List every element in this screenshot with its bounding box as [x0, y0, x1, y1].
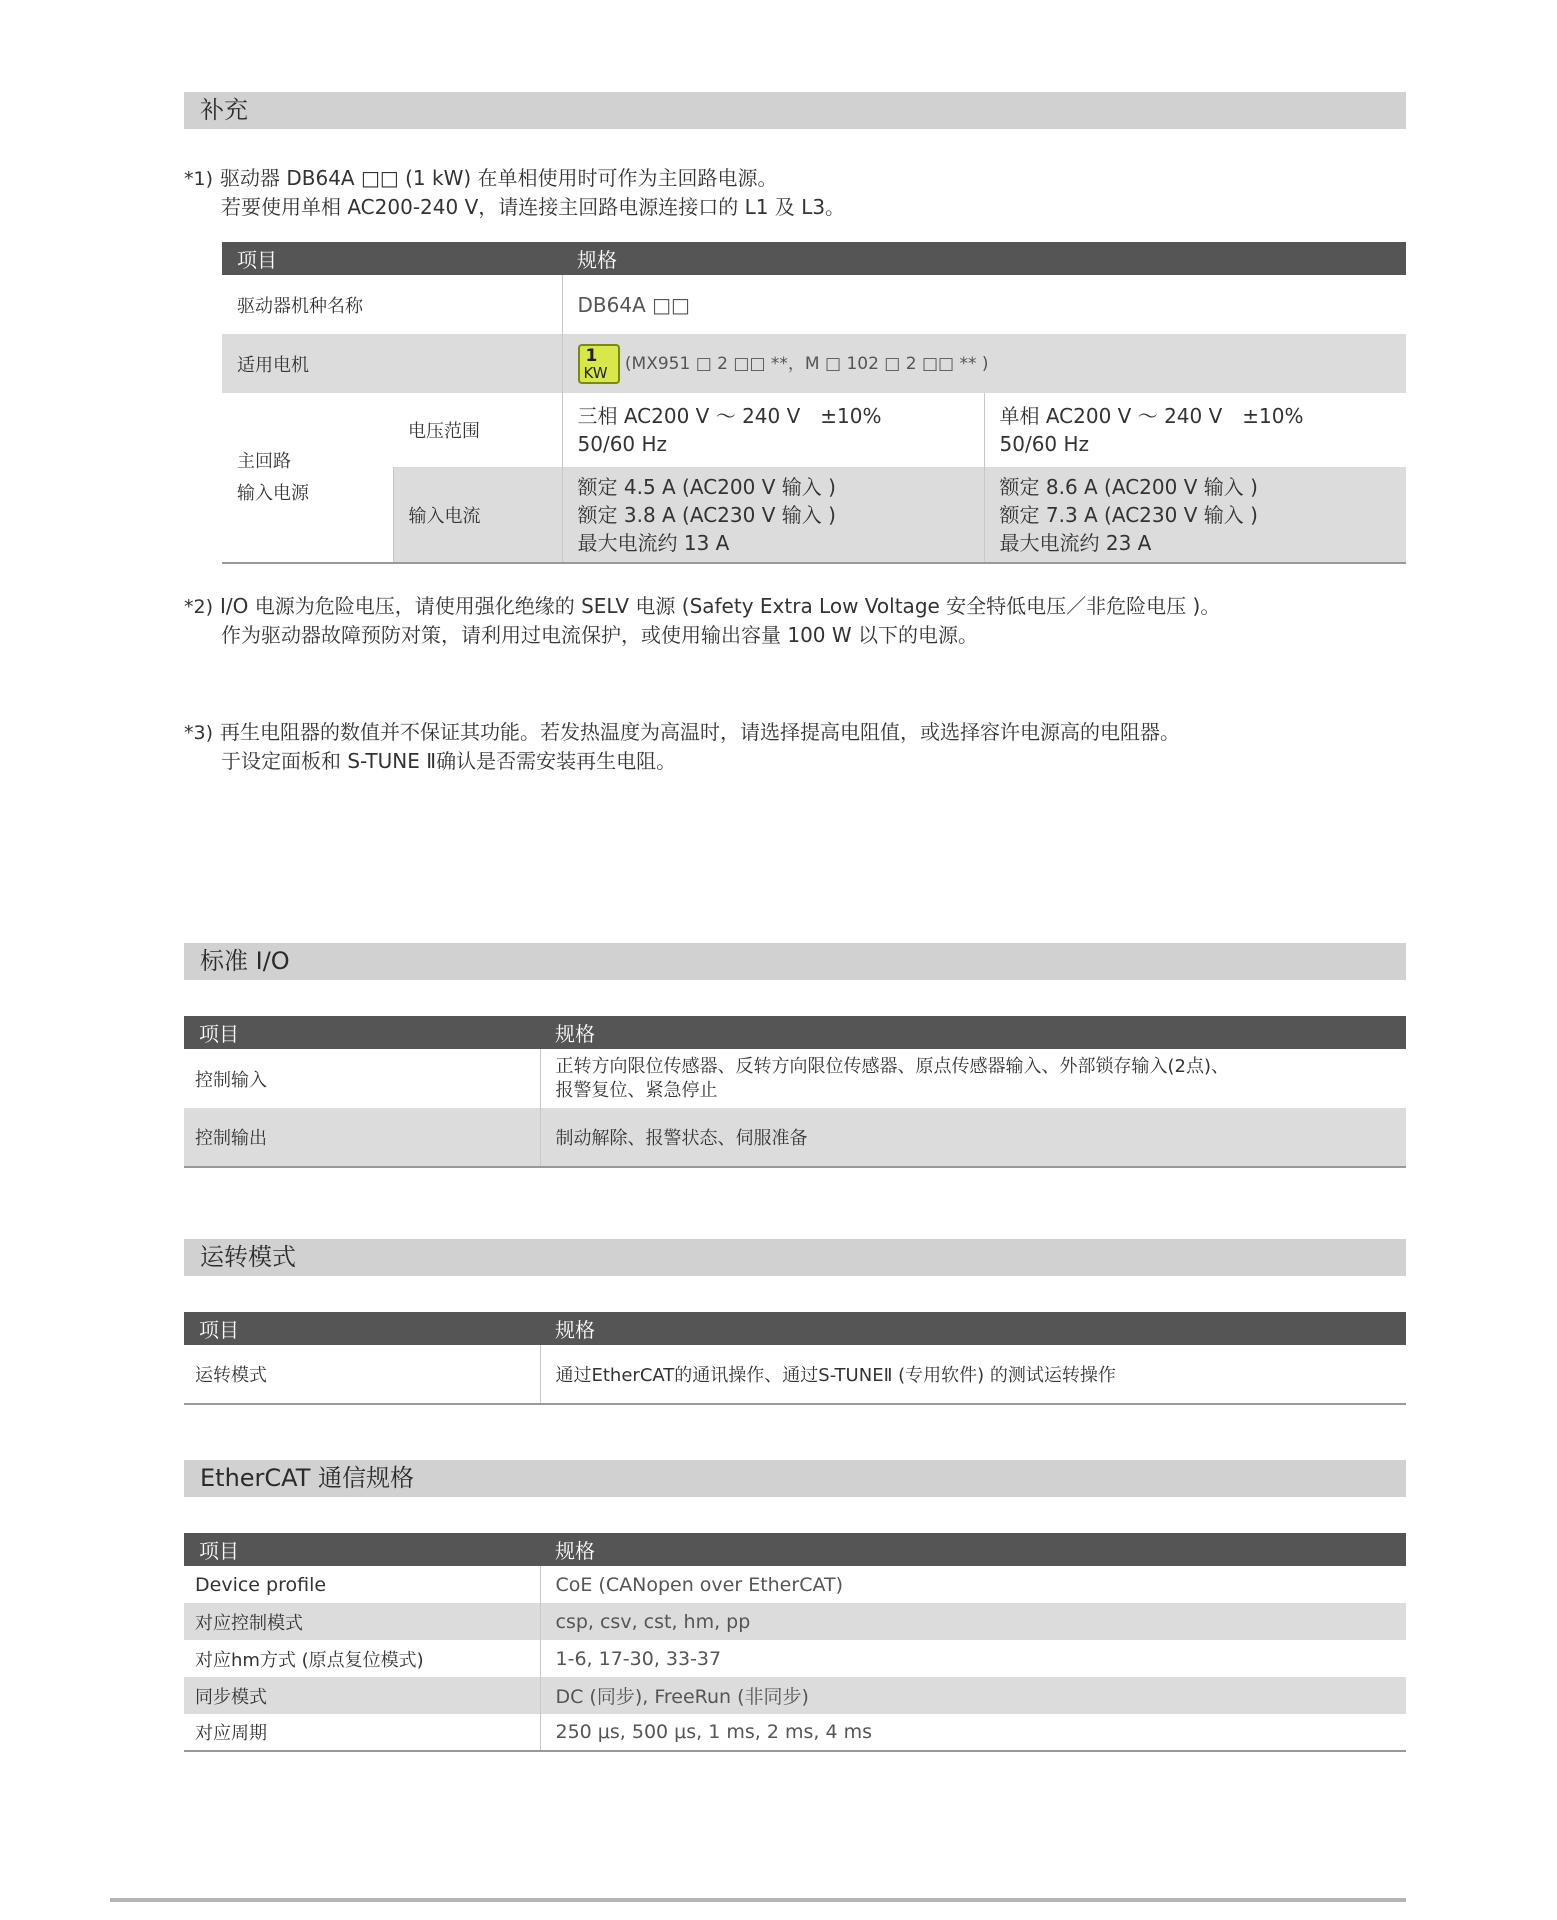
note-marker: *1) — [184, 168, 214, 190]
current-single-line3: 最大电流约 23 A — [999, 530, 1152, 555]
voltage-single-line2: 50/60 Hz — [999, 432, 1090, 456]
header-item: 项目 — [222, 242, 562, 275]
mode-value: 通过EtherCAT的通讯操作、通过S-TUNEⅡ (专用软件) 的测试运转操作 — [540, 1345, 1406, 1404]
voltage-single-phase — [984, 393, 1406, 467]
io-output-label: 控制输出 — [184, 1108, 540, 1167]
kw-badge-unit: KW — [583, 363, 608, 382]
current-single-phase — [984, 467, 1406, 563]
note-text: 驱动器 DB64A □□ (1 kW) 在单相使用时可作为主回路电源。 — [220, 166, 778, 190]
ethercat-row-value: 1-6, 17-30, 33-37 — [540, 1640, 1406, 1677]
note-3 — [184, 718, 1180, 775]
driver-spec-table — [222, 242, 1406, 564]
kw-badge-icon — [578, 344, 620, 384]
model-label: 驱动器机种名称 — [237, 295, 363, 317]
ethercat-row-value: CoE (CANopen over EtherCAT) — [540, 1566, 1406, 1603]
current-single-line1: 额定 8.6 A (AC200 V 输入 ) — [999, 474, 1258, 499]
section-title-standard-io: 标准 I/O — [184, 943, 1406, 980]
io-input-line1: 正转方向限位传感器、反转方向限位传感器、原点传感器输入、外部锁存输入(2点)、 — [555, 1055, 1229, 1077]
note-text: 若要使用单相 AC200-240 V，请连接主回路电源连接口的 L1 及 L3。 — [221, 195, 846, 219]
mode-table — [184, 1312, 1406, 1405]
ethercat-row-label: 对应周期 — [195, 1723, 267, 1744]
motor-label: 适用电机 — [222, 334, 562, 393]
voltage-label: 电压范围 — [408, 421, 480, 442]
main-circuit-line1: 主回路 — [237, 450, 291, 472]
voltage-single-line1: 单相 AC200 V ～ 240 V ±10% — [999, 404, 1304, 428]
current-three-phase — [562, 467, 984, 563]
header-item: 项目 — [184, 1533, 540, 1566]
io-table — [184, 1016, 1406, 1168]
ethercat-row-label: 对应控制模式 — [184, 1603, 540, 1640]
note-2 — [184, 592, 1220, 649]
header-spec: 规格 — [540, 1016, 1406, 1049]
kw-badge-number: 1 — [585, 345, 598, 366]
note-text: 于设定面板和 S-TUNE Ⅱ确认是否需安装再生电阻。 — [221, 749, 677, 773]
note-text: 再生电阻器的数值并不保证其功能。若发热温度为高温时，请选择提高电阻值，或选择容许电源高的电阻器。 — [220, 720, 1180, 744]
ethercat-row-value: csp, csv, cst, hm, pp — [540, 1603, 1406, 1640]
current-three-line1: 额定 4.5 A (AC200 V 输入 ) — [577, 474, 836, 499]
section-title-ethercat: EtherCAT 通信规格 — [184, 1460, 1406, 1497]
voltage-three-phase — [562, 393, 984, 467]
mode-label: 运转模式 — [195, 1365, 267, 1386]
header-spec: 规格 — [540, 1312, 1406, 1345]
note-marker: *2) — [184, 596, 214, 618]
current-three-line3: 最大电流约 13 A — [577, 530, 730, 555]
note-text: 作为驱动器故障预防对策，请利用过电流保护，或使用输出容量 100 W 以下的电源。 — [221, 623, 979, 647]
motor-cell — [562, 334, 1406, 393]
current-three-line2: 额定 3.8 A (AC230 V 输入 ) — [577, 502, 836, 527]
header-spec: 规格 — [562, 242, 1406, 275]
header-spec: 规格 — [540, 1533, 1406, 1566]
voltage-three-line1: 三相 AC200 V ～ 240 V ±10% — [577, 404, 882, 428]
note-text: I/O 电源为危险电压，请使用强化绝缘的 SELV 电源 (Safety Extra Low Voltage 安全特低电压／非危险电压 )。 — [220, 594, 1221, 618]
section-title-supplement: 补充 — [184, 92, 1406, 129]
current-label: 输入电流 — [393, 467, 562, 563]
note-1 — [184, 164, 845, 221]
ethercat-row-label: 同步模式 — [184, 1677, 540, 1714]
io-input-value — [540, 1049, 1406, 1108]
ethercat-table — [184, 1533, 1406, 1752]
main-circuit-label — [222, 393, 393, 563]
ethercat-row-value: 250 μs, 500 μs, 1 ms, 2 ms, 4 ms — [540, 1714, 1406, 1751]
header-item: 项目 — [184, 1016, 540, 1049]
ethercat-row-label: Device profile — [195, 1573, 327, 1596]
model-value: DB64A □□ — [562, 275, 1406, 334]
current-single-line2: 额定 7.3 A (AC230 V 输入 ) — [999, 502, 1258, 527]
io-output-value: 制动解除、报警状态、伺服准备 — [540, 1108, 1406, 1167]
ethercat-row-label: 对应hm方式 (原点复位模式) — [195, 1649, 424, 1671]
io-input-label: 控制输入 — [195, 1069, 267, 1091]
motor-value: (MX951 □ 2 □□ **，M □ 102 □ 2 □□ ** ) — [624, 353, 989, 374]
header-item: 项目 — [184, 1312, 540, 1345]
voltage-three-line2: 50/60 Hz — [577, 432, 668, 456]
footer-divider — [110, 1898, 1406, 1902]
io-input-line2: 报警复位、紧急停止 — [555, 1079, 718, 1101]
main-circuit-line2: 输入电源 — [237, 482, 309, 504]
ethercat-row-value: DC (同步), FreeRun (非同步) — [540, 1677, 1406, 1714]
section-title-operation-mode: 运转模式 — [184, 1239, 1406, 1276]
note-marker: *3) — [184, 722, 214, 744]
